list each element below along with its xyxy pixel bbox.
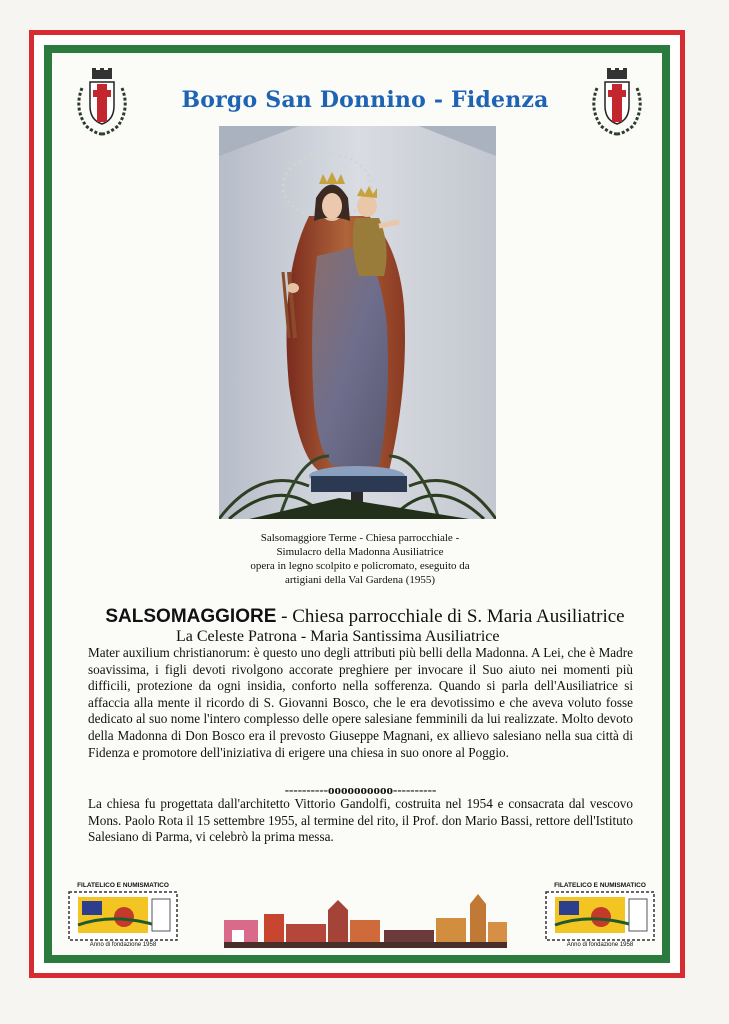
stamp-title: FILATELICO E NUMISMATICO [554, 882, 646, 889]
article-paragraph: La chiesa fu progettata dall'architetto Vittorio Gandolfi, costruita nel 1954 e consacrata dal vescovo Mons. Paolo Rota il 15 settembre 1955, al termine del rito, il Prof. don Mario Bassi, rettore dell'Istituto Salesiano di Parma, vi celebrò la prima messa. [88, 796, 633, 845]
heading-church: - Chiesa parrocchiale di S. Maria Ausiliatrice [276, 606, 625, 627]
page-title: Borgo San Donnino - Fidenza [181, 87, 549, 113]
stamp-title: FILATELICO E NUMISMATICO [77, 882, 169, 889]
photo-caption [200, 531, 520, 587]
philatelic-stamp-logo [541, 882, 659, 950]
caption-line: Simulacro della Madonna Ausiliatrice [276, 546, 444, 558]
stamp-footer: Anno di fondazione 1958 [566, 942, 634, 948]
article-subheading: La Celeste Patrona - Maria Santissima Ausiliatrice [176, 628, 500, 645]
town-skyline-icon [224, 890, 507, 948]
coat-of-arms-icon [72, 68, 132, 142]
caption-line: Salsomaggiore Terme - Chiesa parrocchiale - [260, 532, 460, 544]
stamp-icon [68, 891, 178, 941]
article-paragraph: Mater auxilium christianorum: è questo uno degli attributi più belli della Madonna. A Lei, che è Madre soavissima, i figli devoti rivolgono accorate preghiere per invocare il Suo aiuto nei momenti più difficili, protezione da ogni insidia, conforto nella sofferenza. Quando si parla dell'Ausiliatrice si affaccia alla mente il ricordo di S. Giovanni Bosco, che le era devotissimo e che aveva voluto fosse dedicato al suo nome l'intero complesso delle opere salesiane femminili da lui realizzate. Molto devoto della Madonna di Don Bosco era il prevosto Giuseppe Magnani, ex allievo salesiano nella sua città di Fidenza e promotore dell'iniziativa di erigere una chiesa in suo onore al Poggio. [88, 645, 633, 760]
madonna-statue-photo [219, 126, 496, 519]
heading-place: SALSOMAGGIORE [105, 606, 277, 627]
article-heading [70, 606, 660, 628]
caption-line: opera in legno scolpito e policromato, eseguito da [250, 560, 470, 572]
stamp-icon [545, 891, 655, 941]
caption-line: artigiani della Val Gardena (1955) [284, 574, 436, 586]
separator: ----------oooooooooo---------- [284, 782, 437, 797]
stamp-footer: Anno di fondazione 1958 [89, 942, 157, 948]
philatelic-stamp-logo [64, 882, 182, 950]
